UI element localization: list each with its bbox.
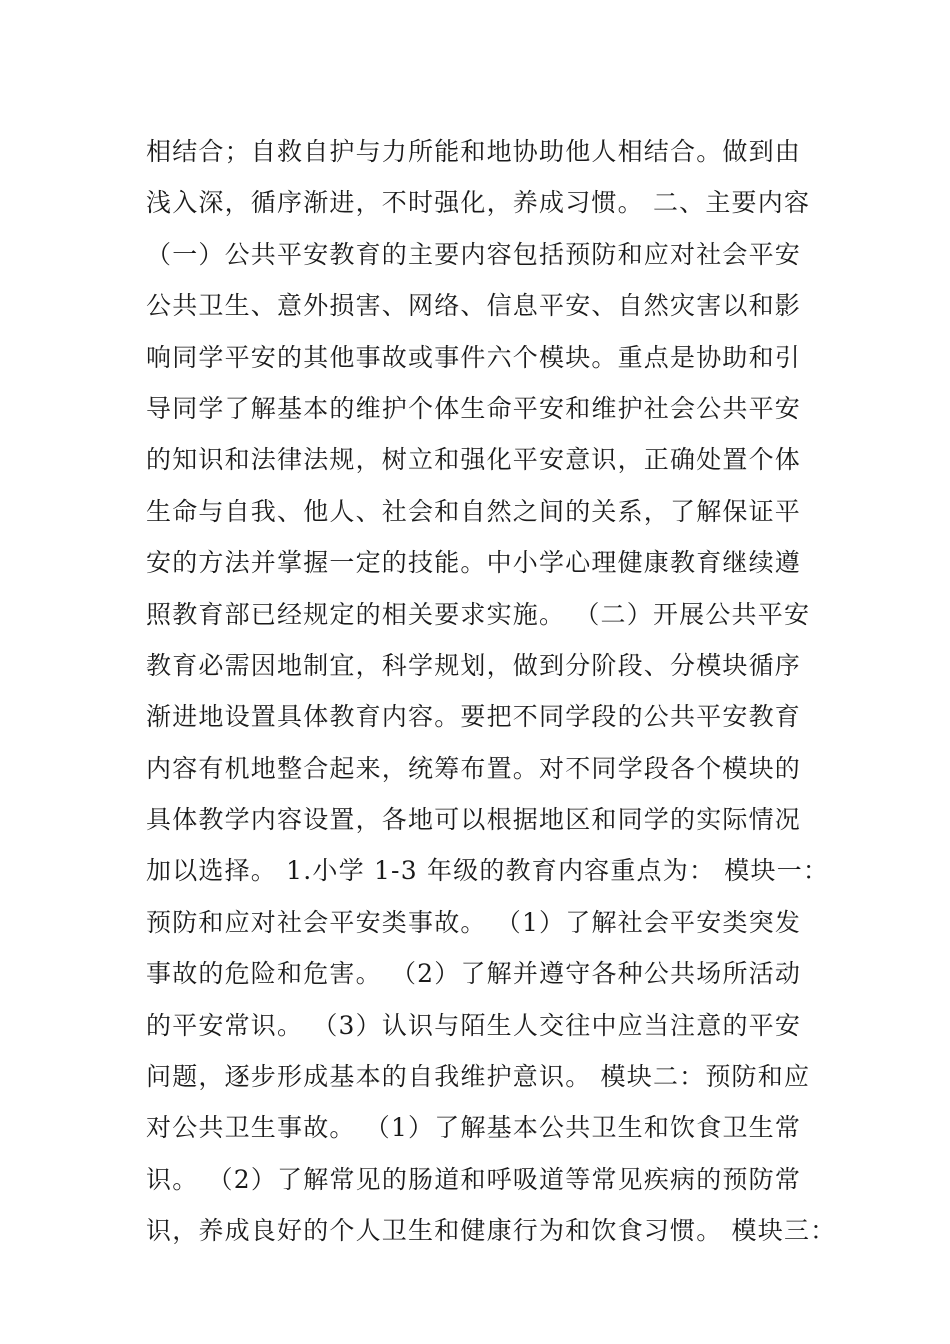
text-line: 响同学平安的其他事故或事件六个模块。重点是协助和引	[146, 342, 802, 372]
text-line: 相结合；自救自护与力所能和地协助他人相结合。做到由	[146, 137, 802, 166]
text-line: 预防和应对社会平安类事故。 （1）了解社会平安类突发	[146, 907, 802, 937]
text-line: 浅入深，循序渐进，不时强化，养成习惯。 二、主要内容	[146, 188, 811, 218]
text-line: 加以选择。 1.小学 1-3 年级的教育内容重点为： 模块一：	[146, 856, 830, 886]
text-line: 渐进地设置具体教育内容。要把不同学段的公共平安教育	[146, 702, 802, 732]
text-line: 识，养成良好的个人卫生和健康行为和饮食习惯。 模块三：	[146, 1216, 837, 1246]
text-line: 识。 （2）了解常见的肠道和呼吸道等常见疾病的预防常	[146, 1164, 802, 1194]
text-line: 的平安常识。 （3）认识与陌生人交往中应当注意的平安	[146, 1010, 802, 1040]
text-line: 的知识和法律法规，树立和强化平安意识，正确处置个体	[146, 445, 802, 475]
text-line: 照教育部已经规定的相关要求实施。 （二）开展公共平安	[146, 599, 811, 629]
text-line: 生命与自我、他人、社会和自然之间的关系，了解保证平	[146, 496, 802, 526]
text-line: （一）公共平安教育的主要内容包括预防和应对社会平安	[146, 239, 802, 269]
text-line: 安的方法并掌握一定的技能。中小学心理健康教育继续遵	[146, 548, 802, 578]
text-line: 教育必需因地制宜，科学规划，做到分阶段、分模块循序	[146, 650, 802, 680]
body-text	[146, 126, 846, 1257]
text-line: 导同学了解基本的维护个体生命平安和维护社会公共平安	[146, 393, 802, 423]
text-line: 事故的危险和危害。 （2）了解并遵守各种公共场所活动	[146, 959, 802, 989]
text-line: 问题，逐步形成基本的自我维护意识。 模块二：预防和应	[146, 1062, 811, 1092]
text-line: 对公共卫生事故。 （1）了解基本公共卫生和饮食卫生常	[146, 1113, 802, 1143]
text-line: 公共卫生、意外损害、网络、信息平安、自然灾害以和影	[146, 291, 802, 321]
text-line: 内容有机地整合起来，统筹布置。对不同学段各个模块的	[146, 753, 802, 783]
text-line: 具体教学内容设置，各地可以根据地区和同学的实际情况	[146, 805, 802, 835]
